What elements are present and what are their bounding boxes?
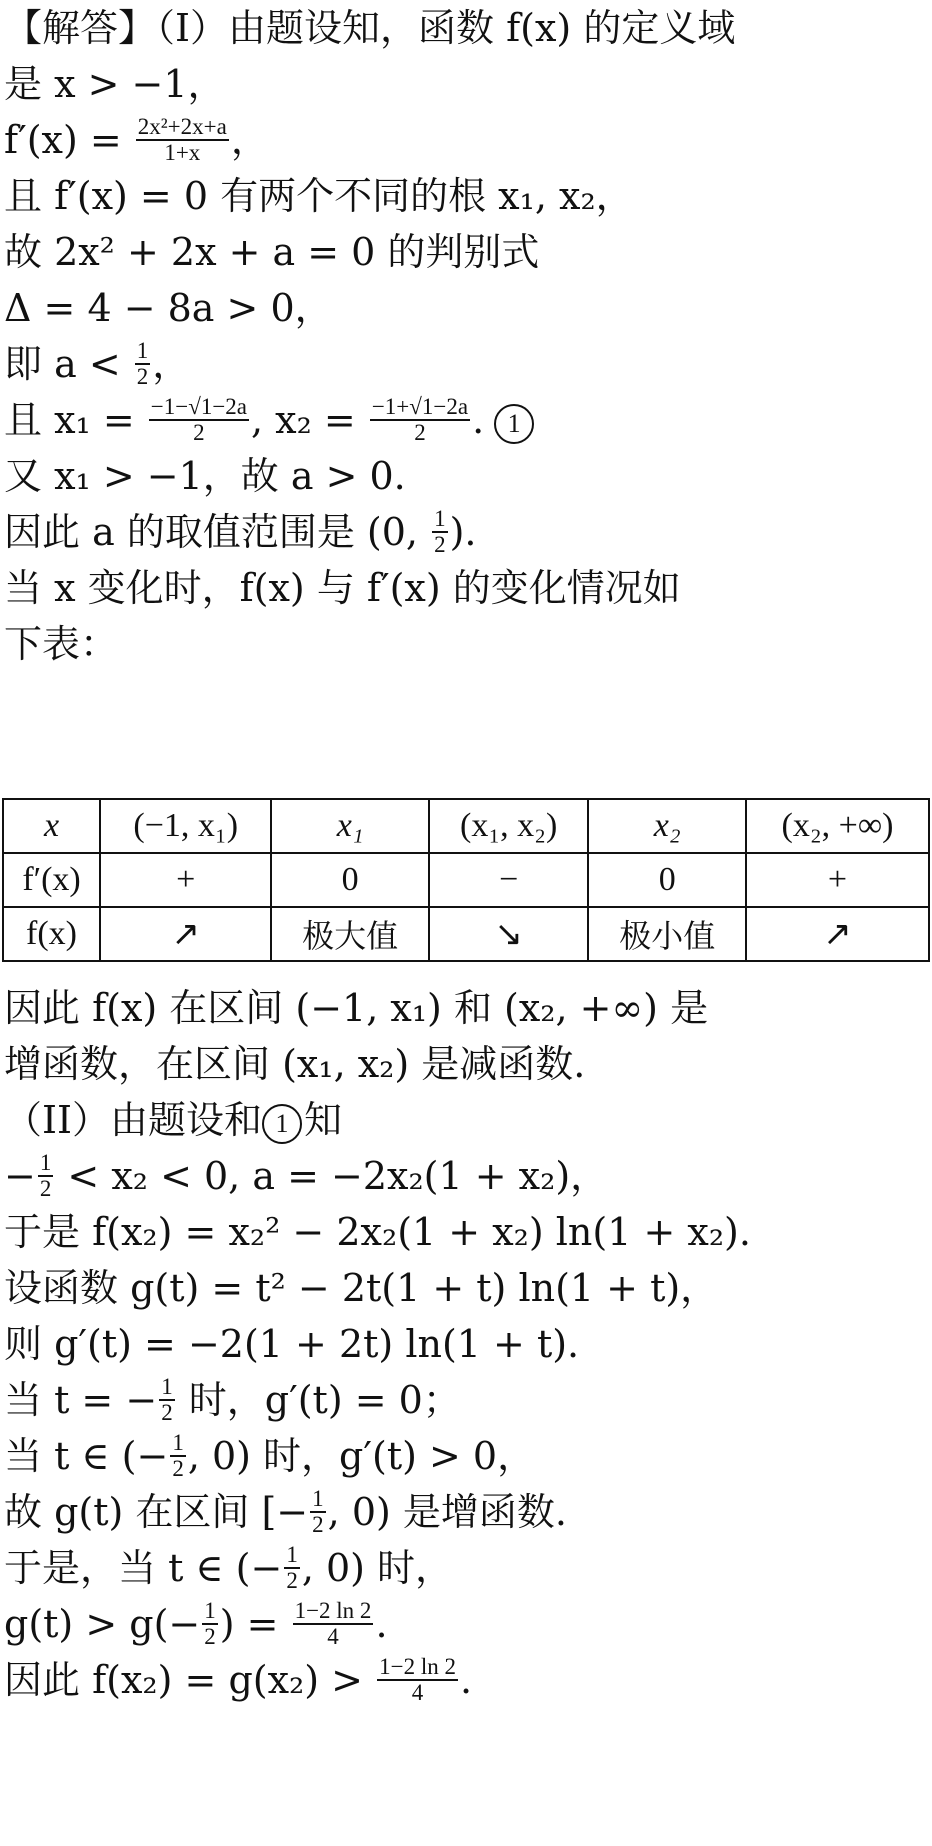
fraction-half: $\frac{1}{2}$: [39, 1149, 52, 1201]
table-cell: (x₂, +∞): [746, 799, 929, 853]
line-18: 设函数 g(t) = t² − 2t(1 + t) ln(1 + t)，: [4, 1266, 719, 1310]
line-6: Δ = 4 − 8a > 0，: [4, 286, 333, 330]
line-5: 故 2x² + 2x + a = 0 的判别式: [4, 230, 540, 274]
circled-marker-1: 1: [262, 1104, 302, 1144]
line-2: 是 x > −1，: [4, 62, 226, 106]
line-24: g(t) > g(− $\frac{1}{2}$ ) = $\frac{1-2 \ln 2}{4}$ .: [4, 1597, 388, 1649]
line-23: 于是，当 t ∈ (− $\frac{1}{2}$ , 0) 时，: [4, 1541, 454, 1593]
line-4: 且 f′(x) = 0 有两个不同的根 x₁, x₂，: [4, 174, 634, 218]
fraction-x1: $\frac{-1-√1-2a}{2}$: [150, 393, 247, 445]
fraction-half: $\frac{1}{2}$: [434, 505, 446, 557]
line-20: 当 t = − $\frac{1}{2}$ 时，g′(t) = 0；: [4, 1373, 461, 1425]
fraction-x2: $\frac{-1+√1-2a}{2}$: [371, 393, 469, 445]
table-row-f: [3, 907, 929, 961]
fraction-half: $\frac{1}{2}$: [136, 337, 149, 389]
fraction-half: $\frac{1}{2}$: [172, 1429, 184, 1481]
table-cell: 极小值: [588, 907, 745, 961]
table-cell: 0: [271, 853, 428, 907]
table-cell: ↗: [100, 907, 271, 961]
table-cell: f′(x): [3, 853, 100, 907]
fraction-half: $\frac{1}{2}$: [286, 1541, 298, 1593]
table-cell: x₁: [271, 799, 428, 853]
line-12: 下表：: [4, 622, 119, 666]
table-cell: 极大值: [271, 907, 428, 961]
table-cell: x₂: [588, 799, 745, 853]
table-cell: −: [429, 853, 589, 907]
line-25: 因此 f(x₂) = g(x₂) > $\frac{1-2 \ln 2}{4}$ .: [4, 1653, 473, 1705]
fraction-g: $\frac{1-2 \ln 2}{4}$: [294, 1597, 372, 1649]
fraction-half: $\frac{1}{2}$: [204, 1597, 216, 1649]
circled-marker-1: 1: [494, 404, 534, 444]
table-cell: ↗: [746, 907, 929, 961]
table-cell: f(x): [3, 907, 100, 961]
line-1: 【解答】（I）由题设知，函数 f(x) 的定义域: [4, 6, 736, 50]
line-16: − $\frac{1}{2}$ < x₂ < 0, a = −2x₂(1 + x₂)，: [4, 1149, 609, 1201]
line-7: 即 a < $\frac{1}{2}$ ，: [4, 337, 191, 389]
line-10: 因此 a 的取值范围是 (0, $\frac{1}{2}$ ).: [4, 505, 477, 557]
table-cell: x: [3, 799, 100, 853]
line-3: f′(x) = $\frac{\text{2x²+2x+a}}{1+x}$ ，: [4, 113, 269, 165]
line-11: 当 x 变化时，f(x) 与 f′(x) 的变化情况如: [4, 566, 681, 610]
variation-table: [2, 798, 930, 962]
fraction-fprime: $\frac{\text{2x²+2x+a}}{1+x}$: [137, 113, 227, 165]
line-21: 当 t ∈ (− $\frac{1}{2}$ , 0) 时，g′(t) > 0，: [4, 1429, 536, 1481]
line-14: 增函数，在区间 (x₁, x₂) 是减函数.: [4, 1042, 586, 1086]
table-cell: +: [746, 853, 929, 907]
table-cell: ↘: [429, 907, 589, 961]
line-19: 则 g′(t) = −2(1 + 2t) ln(1 + t).: [4, 1322, 580, 1366]
table-row-fprime: [3, 853, 929, 907]
line-8: 且 x₁ = $\frac{-1-√1-2a}{2}$ , x₂ = $\frac{-1+√1-2a}{2}$ . 1: [4, 392, 534, 448]
fraction-half: $\frac{1}{2}$: [161, 1373, 173, 1425]
line-17: 于是 f(x₂) = x₂² − 2x₂(1 + x₂) ln(1 + x₂).: [4, 1210, 751, 1254]
table-cell: (x₁, x₂): [429, 799, 589, 853]
fraction-g: $\frac{1-2 \ln 2}{4}$: [379, 1653, 456, 1705]
table-row-x: [3, 799, 929, 853]
fraction-half: $\frac{1}{2}$: [312, 1485, 324, 1537]
table-cell: +: [100, 853, 271, 907]
line-22: 故 g(t) 在区间 [− $\frac{1}{2}$ , 0) 是增函数.: [4, 1485, 567, 1537]
table-cell: (−1, x₁): [100, 799, 271, 853]
line-15: （II）由题设和 1 知: [4, 1098, 343, 1142]
table-cell: 0: [588, 853, 745, 907]
line-9: 又 x₁ > −1，故 a > 0.: [4, 454, 406, 498]
line-13: 因此 f(x) 在区间 (−1, x₁) 和 (x₂, +∞) 是: [4, 986, 709, 1030]
